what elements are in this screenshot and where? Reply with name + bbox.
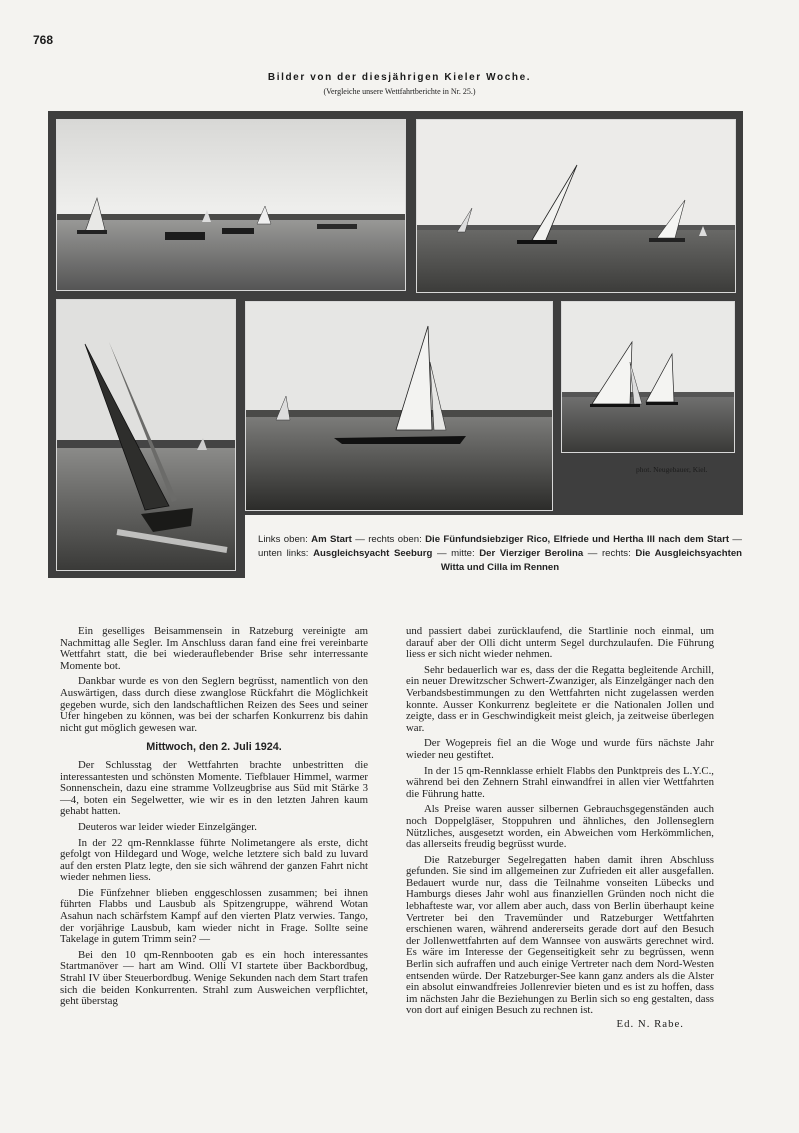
article-subtitle: (Vergleiche unsere Wettfahrtberichte in Nr. 25.) [323,87,476,96]
paragraph: Als Preise waren ausser silbernen Gebrauchsgegenständen auch noch Doppelgläser, Stoppuhren und ähnliches, den Jollenseglern Nützliches, ausgesetzt worden, ein Abweichen vom Herkömmlichen, das allerseits freudig begrüsst wurde. [406,803,714,851]
paragraph: Die Ratzeburger Segelregatten haben damit ihren Abschluss gefunden. Sie sind im allgemeinen zur Zufrieden eit aller ausgefallen. Bedauert wurde nur, dass die Teilnahme vonseiten Lübecks und Hamburgs dieses Jahr wohl aus finanziellen Gründen noch nicht die lebhafteste war, vor allem aber auch, dass von Berlin überhaupt keine Vertreter bei den Travemünder und Ratzeburger Wettfahrten erschienen waren, während andererseits gerade dort auf den Besuch der Jollenwettfahrten auf dem Wannsee von auswärts gerechnet wird. Es wäre im Interesse der Gegenseitigkeit sehr zu begrüssen, wenn Berlin sich aufraffen und auch einige Vertreter nach dem Nord-Westen entsenden würde. Der Ratzeburger-See kann ganz anders als die Alster ein absolut einwandfreies Jollenrevier bieten und es ist zu hoffen, dass im nächsten Jahr die Beziehungen zu Berlin sich so eng gestalten, dass von dort auf einigen Besuch zu rechnen ist. [406,853,714,1017]
photo-after-start [416,119,736,293]
caption-text: — rechts oben: [351,534,426,545]
caption-text: Links oben: [258,534,312,545]
photo-plate [48,111,743,578]
caption-title: Am Start [311,534,352,545]
photo-berolina [245,301,553,511]
paragraph: Die Fünfzehner blieben enggeschlossen zusammen; bei ihnen führten Flabbs und Lausbub als Spitzengruppe, während Wotan Asahun nach schärfstem Kampf auf den vierten Platz verwies. Tango, der vorjährige Lausbub, kam wieder nicht in Frage. Sollte seine Takelage in gutem Trimm sein? — [60,886,368,946]
paragraph: In der 15 qm-Rennklasse erhielt Flabbs den Punktpreis des L.Y.C., während bei den Zehnern Strahl einwandfrei in allen vier Wettfahrten die Führung hatte. [406,764,714,800]
caption-title: Die Ausgleichsyachten Witta und Cilla im Rennen [440,548,743,573]
paragraph: Ein geselliges Beisammensein in Ratzeburg vereinigte am Nachmittag alle Segler. Im Anschluss daran fand eine frei vereinbarte Wettfahrt statt, die bei wiederauflebender Brise sehr interressante Momente bot. [60,625,368,672]
paragraph: Sehr bedauerlich war es, dass der die Regatta begleitende Archill, ein neuer Drewitzscher Schwert-Zwanziger, als Einzelgänger nach den Verbandsbestimmungen zu den Wettfahrten nicht zugelassen werden konnte. Ausser Konkurrenz begleitete er die Nationalen Jollen und zeigte, dass er in Geschwindigkeit meist gleich, ja zeitweise überlegen war. [406,663,714,734]
date-heading: Mittwoch, den 2. Juli 1924. [146,741,282,754]
paragraph: In der 22 qm-Rennklasse führte Nolimetangere als erste, dicht gefolgt von Hildegard und Woge, welche letztere sich bald zu luvard auf den ersten Platz legte, den sie sich während der ganzen Fahrt nicht wieder nehmen liess. [60,836,368,884]
caption-title: Die Fünfundsiebziger Rico, Elfriede und Hertha III nach dem Start [425,534,730,545]
caption-text: — mitte: [432,548,480,559]
paragraph: Der Schlusstag der Wettfahrten brachte unbestritten die interessantesten und schönsten Momente. Tiefblauer Himmel, warmer Sonnenschein, dazu eine stramme Vollzeugbrise aus Süd mit Stärke 3—4, boten ein Segelwetter, wie wir es in den letzten Jahren kaum gehabt hatten. [60,758,368,818]
paragraph: Deuteros war leider wieder Einzelgänger. [78,820,257,833]
caption-text: — rechts: [583,548,636,559]
caption-title: Ausgleichsyacht Seeburg [313,548,433,559]
photo-caption [258,533,742,575]
article-title: Bilder von der diesjährigen Kieler Woche. [267,72,532,83]
paragraph: und passiert dabei zurücklaufend, die Startlinie noch einmal, um darauf aber der Olli dicht unterm Segel durchzulaufen. Die Führung liess er sich nicht wieder nehmen. [406,625,714,661]
page-number: 768 [33,33,54,47]
author-signature: Ed. N. Rabe. [616,1018,684,1030]
paragraph: Der Wogepreis fiel an die Woge und wurde fürs nächste Jahr wieder neu gestiftet. [406,737,714,761]
caption-title: Der Vierziger Berolina [479,548,584,559]
photo-credit: phot. Neugebauer, Kiel. [636,465,708,474]
paragraph: Dankbar wurde es von den Seglern begrüsst, namentlich von den Auswärtigen, dass durch diese zwanglose Rückfahrt die Möglichkeit gegeben wurde, sich den landschaftlichen Reizen des Sees und seiner Ufer hingeben zu können, was bei der scharfen Konkurrenz bis dahin nicht gut möglich gewesen war. [60,675,368,734]
caption-text: — unten links: [258,534,742,559]
photo-seeburg [56,299,236,571]
paragraph: Bei den 10 qm-Rennbooten gab es ein hoch interessantes Startmanöver — hart am Wind. Olli VI startete über Backbordbug, Strahl IV über Steuerbordbug. Wenige Sekunden nach dem Start trafen sich die beiden Konkurrenten. Strahl zum Ausweichen verpflichtet, geht überstag [60,948,368,1008]
left-column [60,626,368,1012]
photo-start [56,119,406,291]
right-column [406,626,714,1035]
photo-witta-cilla [561,301,735,453]
